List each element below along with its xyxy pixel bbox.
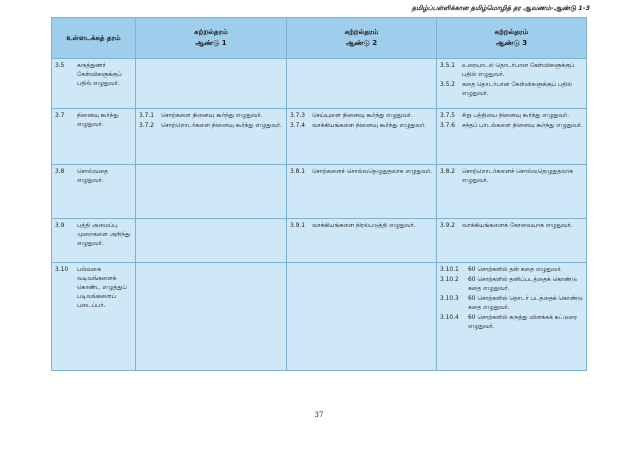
year-2-header-label: கற்றல்தரம் bbox=[344, 28, 379, 36]
learning-standard-text: சொற்களை நினைவு கூர்ந்து எழுதுவர். bbox=[161, 113, 263, 119]
content-standard-cell bbox=[52, 165, 136, 219]
year-1-cell bbox=[136, 109, 287, 165]
year-2-header-year: ஆண்டு 2 bbox=[345, 39, 378, 47]
content-standard-cell bbox=[52, 59, 136, 109]
year-3-cell bbox=[437, 219, 587, 263]
learning-standard-text: உரையாடல் தொடர்பான கேள்விகளுக்குப் பதில் எழுதுவர். bbox=[462, 63, 575, 78]
year-1-cell bbox=[136, 165, 287, 219]
running-header: தமிழ்ப்பள்ளிக்கான தமிழ்மொழித் தர ஆவணம்-ஆண்டு 1-3 bbox=[411, 4, 590, 12]
learning-standard-text: வாக்கியங்களை நினைவு கூர்ந்து எழுதுவர். bbox=[312, 123, 427, 129]
learning-standard-text: சந்தப் பாடல்களை நினைவு கூர்ந்து எழுதுவர். bbox=[462, 123, 583, 129]
learning-standard-number: 3.5.1 bbox=[440, 63, 455, 69]
year-2-cell bbox=[287, 219, 437, 263]
content-standard-number: 3.9 bbox=[55, 223, 65, 229]
learning-standard-text: 60 சொற்களில் கருத்து விளக்கக் கட்டுரை எழுதுவர். bbox=[468, 315, 577, 330]
year-3-header-year: ஆண்டு 3 bbox=[495, 39, 528, 47]
table-row bbox=[52, 59, 587, 109]
year-1-cell bbox=[136, 219, 287, 263]
learning-standard-text: வாக்கியங்களைக் கோவையாக எழுதுவர். bbox=[462, 223, 573, 229]
content-standard-cell bbox=[52, 219, 136, 263]
content-standard-header bbox=[52, 18, 136, 59]
learning-standard-number: 3.10.4 bbox=[440, 315, 459, 321]
year-1-cell bbox=[136, 59, 287, 109]
learning-standard-number: 3.7.3 bbox=[290, 113, 305, 119]
learning-standard-text: கதை தொடர்பான கேள்விகளுக்குப் பதில் எழுதுவர். bbox=[462, 82, 573, 97]
learning-standard-text: செய்யுளை நினைவு கூர்ந்து எழுதுவர். bbox=[312, 113, 413, 119]
content-standard-text: பத்தி அமைப்பு முறைகளை அறிந்து எழுதுவர். bbox=[77, 223, 131, 247]
learning-standard-number: 3.10.2 bbox=[440, 277, 459, 283]
year-3-cell bbox=[437, 263, 587, 371]
learning-standard-text: சிறு பத்தியை நினைவு கூர்ந்து எழுதுவர். bbox=[462, 113, 569, 119]
learning-standard-number: 3.7.6 bbox=[440, 123, 455, 129]
year-3-header bbox=[437, 18, 587, 59]
content-standard-number: 3.10 bbox=[55, 267, 69, 273]
learning-standard-text: சொற்களைச் சொல்வதெழுதுதலாக எழுதுவர். bbox=[312, 169, 433, 175]
learning-standard-number: 3.8.2 bbox=[440, 169, 455, 175]
content-standard-cell bbox=[52, 263, 136, 371]
content-standard-cell bbox=[52, 109, 136, 165]
learning-standard-text: 60 சொற்களில் தன் கதை எழுதுவர். bbox=[468, 267, 563, 273]
learning-standard-text: வாக்கியங்களை நிரல்படுத்தி எழுதுவர். bbox=[312, 223, 416, 229]
table-row bbox=[52, 219, 587, 263]
year-1-header bbox=[136, 18, 287, 59]
learning-standard-text: சொற்றொடர்களை நினைவு கூர்ந்து எழுதுவர். bbox=[161, 123, 282, 129]
learning-standard-number: 3.8.1 bbox=[290, 169, 305, 175]
content-standard-header-label: உள்ளடக்கத் தரம் bbox=[66, 33, 121, 42]
learning-standard-number: 3.7.5 bbox=[440, 113, 455, 119]
year-3-cell bbox=[437, 109, 587, 165]
year-2-cell bbox=[287, 263, 437, 371]
content-standard-text: கருத்துணர் கேள்விகளுக்குப் பதில் எழுதுவர். bbox=[77, 63, 122, 87]
page-number: 37 bbox=[314, 411, 324, 419]
learning-standard-number: 3.9.2 bbox=[440, 223, 455, 229]
learning-standard-number: 3.7.4 bbox=[290, 123, 305, 129]
table-row bbox=[52, 165, 587, 219]
content-standard-text: பல்வகை வடிவங்களைக் கொண்ட எழுத்துப் படிவங்களைப் படைப்பர். bbox=[77, 267, 127, 309]
year-3-header-label: கற்றல்தரம் bbox=[494, 28, 529, 36]
year-1-header-year: ஆண்டு 1 bbox=[195, 39, 227, 47]
content-standard-number: 3.8 bbox=[55, 169, 65, 175]
table-row bbox=[52, 109, 587, 165]
content-standard-number: 3.5 bbox=[55, 63, 65, 69]
content-standard-text: சொல்வதை எழுதுவர். bbox=[77, 169, 108, 184]
learning-standard-number: 3.10.1 bbox=[440, 267, 459, 273]
learning-standard-number: 3.5.2 bbox=[440, 82, 455, 88]
content-standard-text: நினைவு கூர்ந்து எழுதுவர். bbox=[77, 113, 119, 128]
year-3-cell bbox=[437, 165, 587, 219]
year-2-cell bbox=[287, 109, 437, 165]
learning-standard-text: 60 சொற்களில் தனிப்படத்தைக் கொண்டு கதை எழுதுவர். bbox=[468, 277, 577, 292]
year-2-cell bbox=[287, 165, 437, 219]
table-row bbox=[52, 263, 587, 371]
curriculum-table bbox=[51, 17, 587, 371]
learning-standard-number: 3.7.1 bbox=[139, 113, 154, 119]
learning-standard-text: சொற்றொடர்களைச் சொல்வதெழுதுதலாக எழுதுவர். bbox=[462, 169, 574, 184]
table-header-row bbox=[52, 18, 587, 59]
content-standard-number: 3.7 bbox=[55, 113, 65, 119]
learning-standard-text: 60 சொற்களில் தொடர் படத்தைக் கொண்டு கதை எழுதுவர். bbox=[468, 296, 583, 311]
year-1-cell bbox=[136, 263, 287, 371]
year-2-cell bbox=[287, 59, 437, 109]
learning-standard-number: 3.10.3 bbox=[440, 296, 459, 302]
learning-standard-number: 3.7.2 bbox=[139, 123, 154, 129]
learning-standard-number: 3.9.1 bbox=[290, 223, 305, 229]
year-1-header-label: கற்றல்தரம் bbox=[194, 28, 228, 36]
year-2-header bbox=[287, 18, 437, 59]
year-3-cell bbox=[437, 59, 587, 109]
